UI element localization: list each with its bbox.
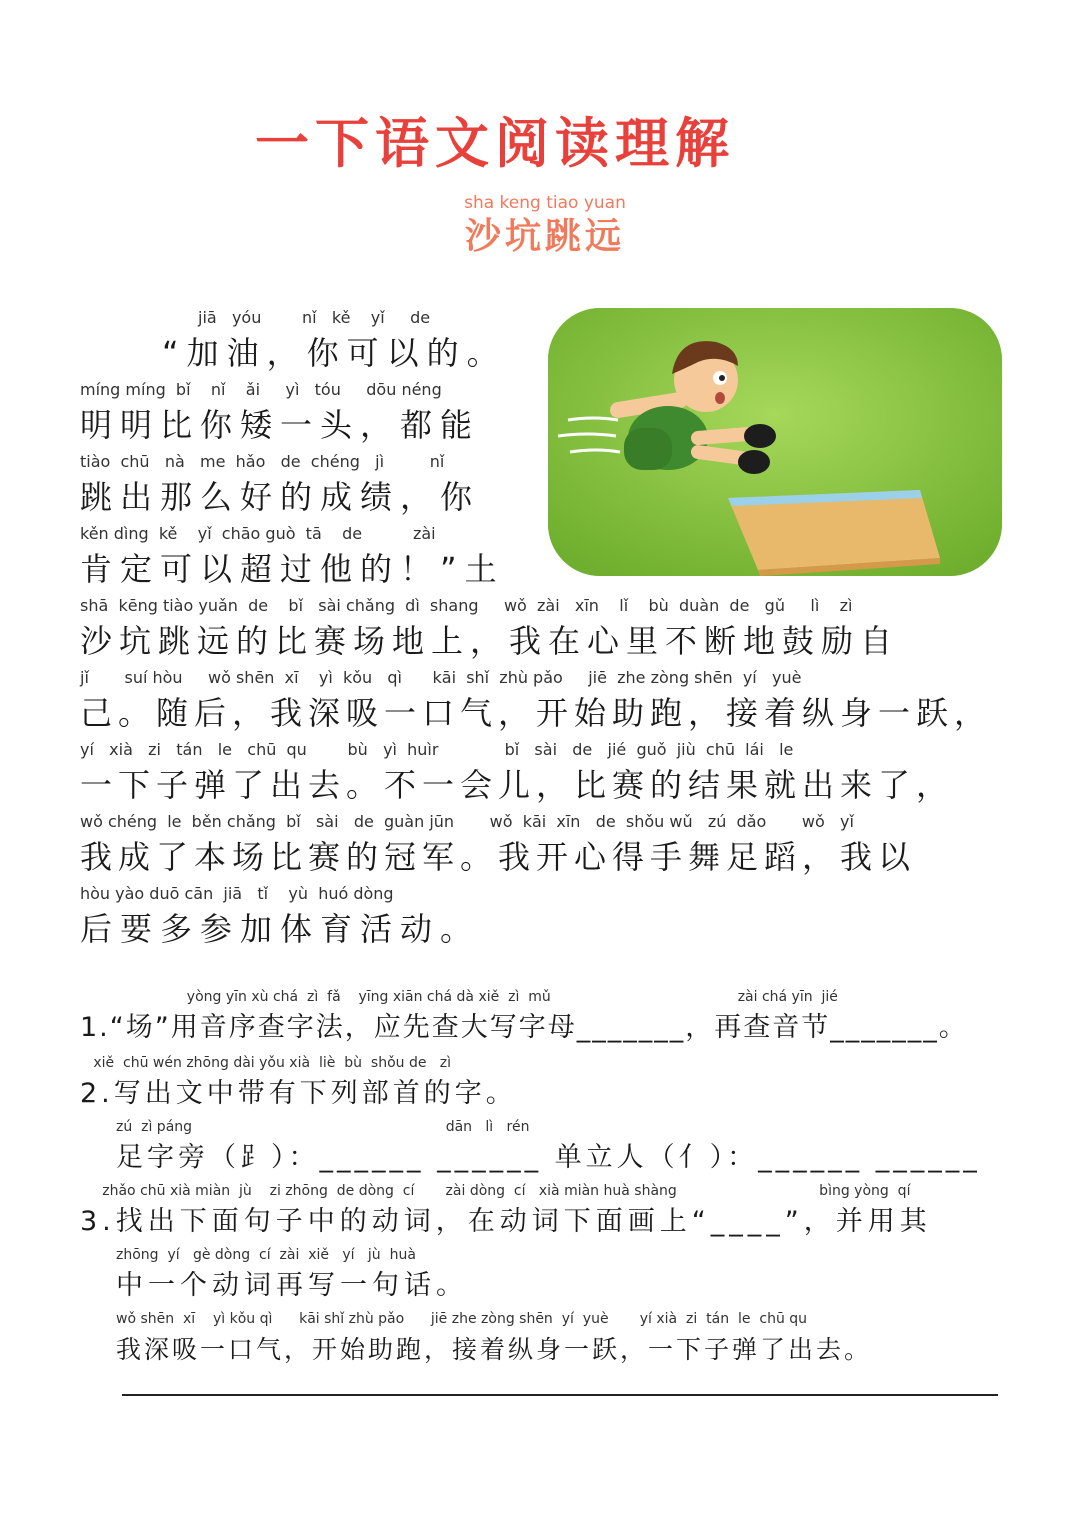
question-2-parts <box>116 1116 981 1178</box>
story-line-4 <box>80 522 505 592</box>
question-3-sentence-text: 我深吸一口气，开始助跑，接着纵身一跃，一下子弹了出去。 <box>116 1335 873 1364</box>
question-3 <box>80 1180 932 1242</box>
question-3-sentence-pinyin: wǒ shēn xī yì kǒu qì kāi shǐ zhù pǎo jiē zhe zòng shēn yí yuè yí xià zi tán le chū qu <box>116 1311 808 1327</box>
question-3-continued-text: 中一个动词再写一句话。 <box>116 1270 468 1301</box>
question-3-continued <box>116 1244 468 1306</box>
story-line-9-text: 后要多参加体育活动。 <box>80 910 481 948</box>
story-line-3-pinyin: tiào chū nà me hǎo de chéng jì nǐ <box>80 452 445 471</box>
question-1-text: 1.“场”用音序查字法，应先查大写字母_______，再查音节_______。 <box>80 1012 968 1043</box>
story-line-9-pinyin: hòu yào duō cān jiā tǐ yù huó dòng <box>80 884 394 903</box>
page-title: 一下语文阅读理解 <box>255 111 735 175</box>
story-line-8 <box>80 810 916 880</box>
story-line-8-text: 我成了本场比赛的冠军。我开心得手舞足蹈，我以 <box>80 838 917 876</box>
story-line-1 <box>162 306 507 376</box>
story-line-5 <box>80 594 899 664</box>
question-2-pinyin: xiě chū wén zhōng dài yǒu xià liè bù shǒu de zì <box>80 1055 452 1071</box>
answer-writing-line[interactable] <box>122 1394 998 1396</box>
story-line-5-text: 沙坑跳远的比赛场地上，我在心里不断地鼓励自 <box>80 622 900 660</box>
story-title: 沙坑跳远 <box>464 216 625 257</box>
story-line-3 <box>80 450 480 520</box>
story-line-2-pinyin: míng míng bǐ nǐ ǎi yì tóu dōu néng <box>80 380 442 399</box>
story-line-9 <box>80 882 480 952</box>
story-line-5-pinyin: shā kēng tiào yuǎn de bǐ sài chǎng dì shang wǒ zài xīn lǐ bù duàn de gǔ lì zì <box>80 596 853 615</box>
question-3-text: 3.找出下面句子中的动词，在动词下面画上“____”，并用其 <box>80 1206 932 1237</box>
story-line-6-pinyin: jǐ suí hòu wǒ shēn xī yì kǒu qì kāi shǐ zhù pǎo jiē zhe zòng shēn yí yuè <box>80 668 802 687</box>
story-line-7 <box>80 738 954 808</box>
question-2-parts-text: 足字旁（⻊）：______ ______ 单立人（亻）：______ ______ <box>116 1142 981 1173</box>
story-line-4-text: 肯定可以超过他的！”土 <box>80 550 505 588</box>
question-2 <box>80 1052 517 1114</box>
story-line-7-text: 一下子弹了出去。不一会儿，比赛的结果就出来了， <box>80 766 955 804</box>
question-3-pinyin: zhǎo chū xià miàn jù zi zhōng de dòng cí zài dòng cí xià miàn huà shàng bìng yòng qí <box>80 1183 911 1199</box>
question-3-continued-pinyin: zhōng yí gè dòng cí zài xiě yí jù huà <box>116 1247 416 1263</box>
illustration-long-jump <box>548 308 1002 576</box>
question-1 <box>80 986 968 1048</box>
story-line-1-text: “加油，你可以的。 <box>162 334 507 372</box>
story-line-1-pinyin: jiā yóu nǐ kě yǐ de <box>198 308 431 327</box>
question-2-text: 2.写出文中带有下列部首的字。 <box>80 1078 517 1109</box>
question-3-sentence <box>116 1308 872 1370</box>
story-line-2-text: 明明比你矮一头，都能 <box>80 406 481 444</box>
question-2-parts-pinyin: zú zì páng dān lì rén <box>116 1119 530 1135</box>
story-line-3-text: 跳出那么好的成绩，你 <box>80 478 481 516</box>
story-line-8-pinyin: wǒ chéng le běn chǎng bǐ sài de guàn jūn wǒ kāi xīn de shǒu wǔ zú dǎo wǒ yǐ <box>80 812 854 831</box>
story-line-7-pinyin: yí xià zi tán le chū qu bù yì huìr bǐ sài de jié guǒ jiù chū lái le <box>80 740 794 759</box>
story-line-6 <box>80 666 992 736</box>
story-line-2 <box>80 378 480 448</box>
story-line-4-pinyin: kěn dìng kě yǐ chāo guò tā de zài <box>80 524 436 543</box>
story-line-6-text: 己。随后，我深吸一口气，开始助跑，接着纵身一跃， <box>80 694 993 732</box>
boy-jumping-illustration <box>548 308 1002 576</box>
question-1-pinyin: yòng yīn xù chá zì fǎ yīng xiān chá dà xiě zì mǔ zài chá yīn jié <box>80 989 838 1005</box>
story-title-pinyin: sha keng tiao yuan <box>464 193 626 213</box>
